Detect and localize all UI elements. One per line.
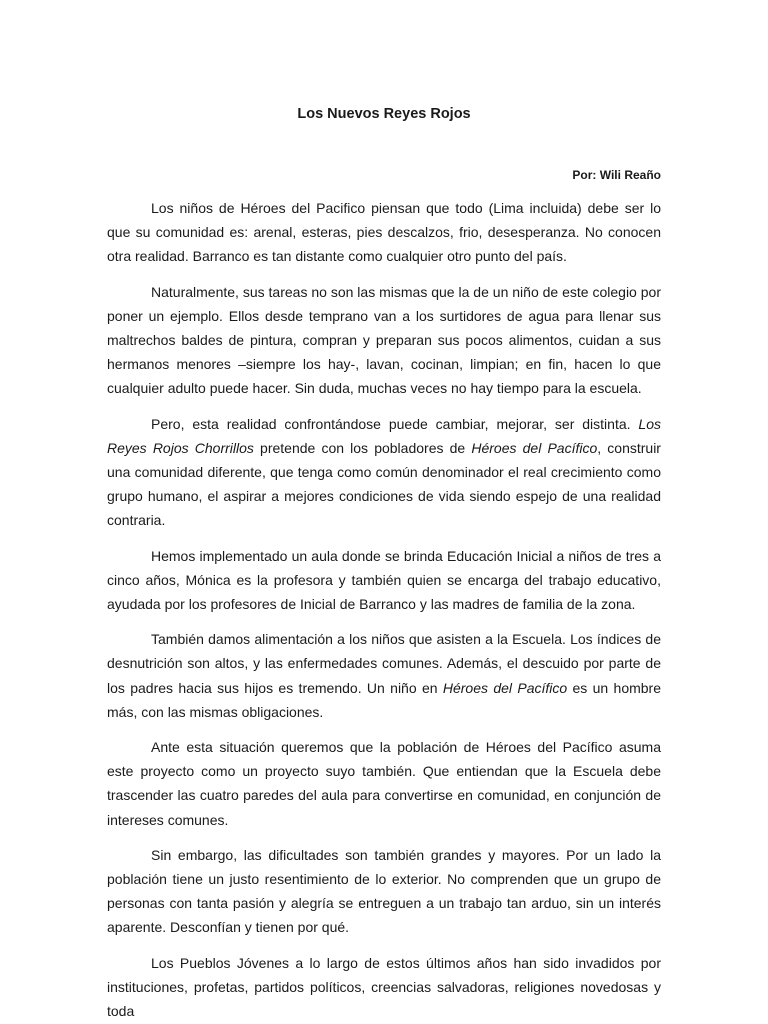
community-name: Héroes del Pacífico xyxy=(471,439,598,456)
document-body xyxy=(107,196,661,1023)
document-title: Los Nuevos Reyes Rojos xyxy=(297,106,471,122)
paragraph-5: También damos alimentación a los niños que asisten a la Escuela. Los índices de desnutrición son altos, y las enfermedades comunes. Además, el descuido por parte de los padres hacia sus hijos es tremendo. Un niño en Héroes del Pacífico es un hombre más, con las mismas obligaciones. xyxy=(107,631,662,720)
paragraph-8: Los Pueblos Jóvenes a lo largo de estos últimos años han sido invadidos por instituciones, profetas, partidos políticos, creencias salvadoras, religiones novedosas y toda xyxy=(107,954,661,1020)
paragraph-7: Sin embargo, las dificultades son también grandes y mayores. Por un lado la población tiene un justo resentimiento de lo exterior. No comprenden que un grupo de personas con tanta pasión y alegría se entreguen a un trabajo tan arduo, sin un interés aparente. Desconfían y tienen por qué. xyxy=(107,846,661,936)
paragraph-6: Ante esta situación queremos que la población de Héroes del Pacífico asuma este proyecto como un proyecto suyo también. Que entiendan que la Escuela debe trascender las cuatro paredes del aula para convertirse en comunidad, en conjunción de intereses comunes. xyxy=(107,739,661,828)
paragraph-2: Naturalmente, sus tareas no son las mismas que la de un niño de este colegio por poner un ejemplo. Ellos desde temprano van a los surtidores de agua para llenar sus maltrechos baldes de pintura, compran y preparan sus pocos alimentos, cuidan a sus hermanos menores –siempre los hay-, lavan, cocinan, limpian; en fin, hacen lo que cualquier adulto puede hacer. Sin duda, muchas veces no hay tiempo para la escuela. xyxy=(107,283,661,397)
paragraph-3: Pero, esta realidad confrontándose puede cambiar, mejorar, ser distinta. Los Reyes Rojos Chorrillos pretende con los pobladores de Héroes del Pacífico, construir una comunidad diferente, que tenga como común denominador el real crecimiento como grupo humano, el aspirar a mejores condiciones de vida siendo espejo de una realidad contraria. xyxy=(107,415,661,529)
organization-name: Los Reyes Rojos Chorrillos xyxy=(107,415,661,456)
paragraph-1: Los niños de Héroes del Pacifico piensan que todo (Lima incluida) debe ser lo que su comunidad es: arenal, esteras, pies descalzos, frio, desesperanza. No conocen otra realidad. Barranco es tan distante como cualquier otro punto del país. xyxy=(107,200,661,265)
paragraph-4: Hemos implementado un aula donde se brinda Educación Inicial a niños de tres a cinco años, Mónica es la profesora y también quien se encarga del trabajo educativo, ayudada por los profesores de Inicial de Barranco y las madres de familia de la zona. xyxy=(107,547,661,613)
community-name: Héroes del Pacífico xyxy=(442,679,568,696)
author-byline: Por: Wili Reaño xyxy=(572,168,661,182)
